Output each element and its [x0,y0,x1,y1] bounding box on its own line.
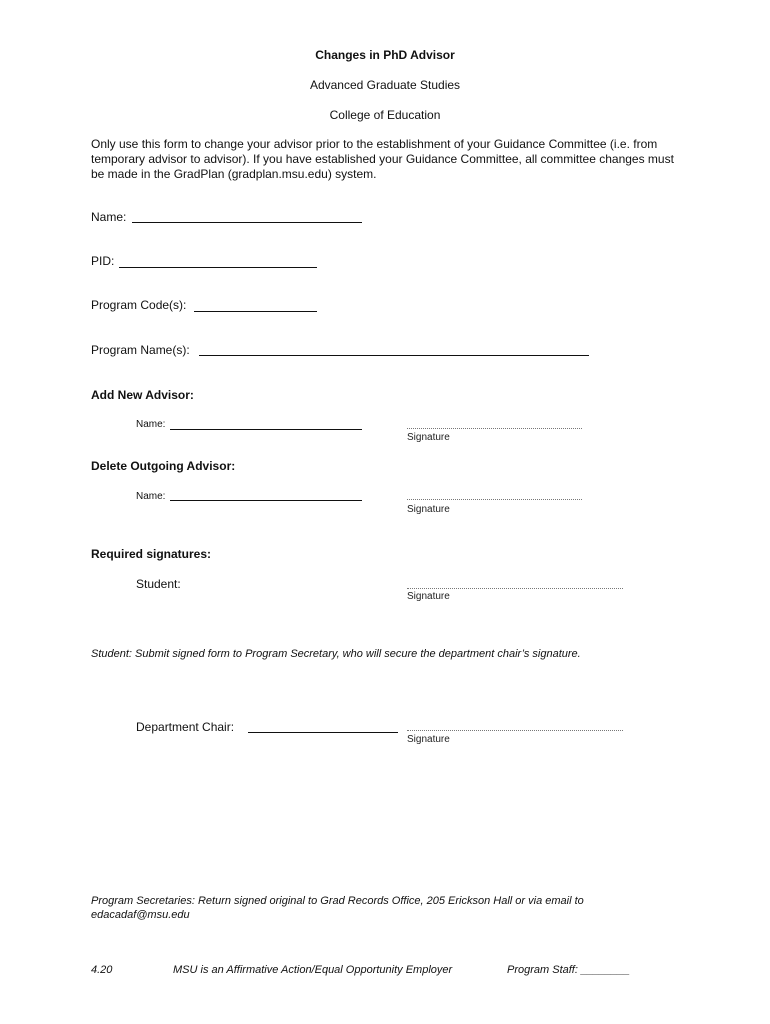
add-advisor-heading: Add New Advisor: [91,388,194,402]
add-advisor-signature-line[interactable] [407,428,582,429]
student-label: Student: [136,577,181,591]
intro-paragraph: Only use this form to change your advisor prior to the establishment of your Guidance Committee (i.e. from temporary advisor to advisor). If you have established your Guidance Committee, all committee changes must be made in the GradPlan (gradplan.msu.edu) system. [91,137,674,181]
delete-advisor-name-field[interactable] [170,500,362,501]
student-signature-label: Signature [407,591,450,602]
student-instruction: Student: Submit signed form to Program Secretary, who will secure the department chair’s signature. [91,648,581,660]
department-chair-name-field[interactable] [248,732,398,733]
form-subtitle: Advanced Graduate Studies [309,78,461,92]
pid-field[interactable] [119,267,317,268]
form-title: Changes in PhD Advisor [315,48,455,62]
delete-advisor-heading: Delete Outgoing Advisor: [91,459,236,473]
secretaries-note: Program Secretaries: Return signed original to Grad Records Office, 205 Erickson Hall or via email to edacadaf@msu.edu [91,895,584,921]
form-version: 4.20 [91,964,113,976]
program-names-field[interactable] [199,355,589,356]
department-chair-label: Department Chair: [136,720,235,734]
name-label: Name: [91,210,127,224]
college-name: College of Education [329,108,441,122]
student-signature-line[interactable] [407,588,623,589]
pid-label: PID: [91,254,115,268]
delete-advisor-name-label: Name: [136,491,166,502]
add-advisor-signature-label: Signature [407,432,450,443]
program-codes-label: Program Code(s): [91,298,187,312]
department-chair-signature-line[interactable] [407,730,623,731]
department-chair-signature-label: Signature [407,734,450,745]
delete-advisor-signature-label: Signature [407,504,450,515]
add-advisor-name-field[interactable] [170,429,362,430]
name-field[interactable] [132,222,362,223]
program-staff-field: Program Staff: ________ [507,964,630,976]
add-advisor-name-label: Name: [136,419,166,430]
employer-note: MSU is an Affirmative Action/Equal Opportunity Employer [173,964,453,976]
required-signatures-heading: Required signatures: [91,547,212,561]
delete-advisor-signature-line[interactable] [407,499,582,500]
program-codes-field[interactable] [194,311,317,312]
program-names-label: Program Name(s): [91,343,190,357]
